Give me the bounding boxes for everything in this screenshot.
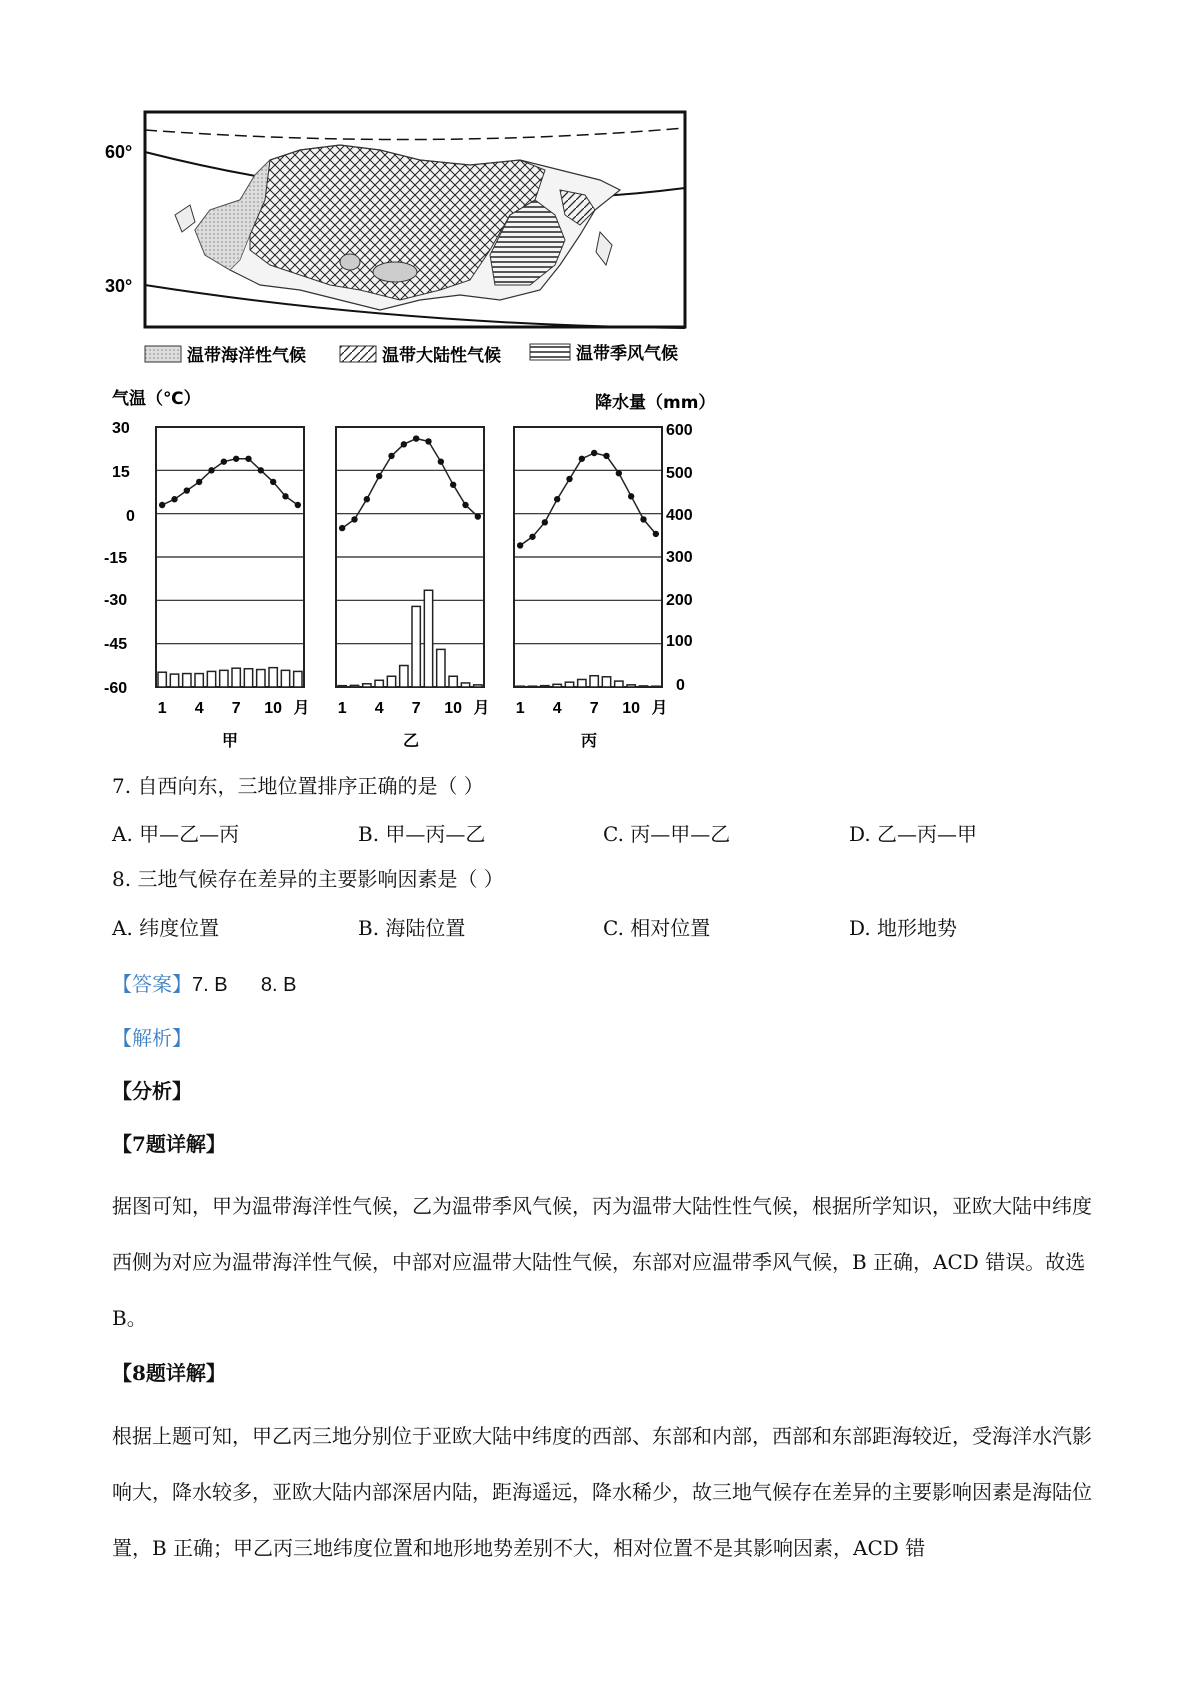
month-tick: 1 bbox=[157, 700, 167, 717]
precip-bar bbox=[652, 686, 660, 687]
temp-tick: 30 bbox=[112, 420, 130, 437]
precip-bar bbox=[207, 671, 215, 687]
temp-tick: -45 bbox=[104, 636, 128, 653]
month-tick: 10 bbox=[622, 700, 641, 717]
precip-bar bbox=[338, 686, 346, 687]
q8-stem: 8. 三地气候存在差异的主要影响因素是（ ） bbox=[112, 867, 504, 891]
d8-body: 根据上题可知，甲乙丙三地分别位于亚欧大陆中纬度的西部、东部和内部，西部和东部距海较近，受海洋水汽影响大，降水较多，亚欧大陆内部深居内陆，距海遥远，降水稀少，故三地气候存在差异的主要影响因素是海陆位置，B 正确；甲乙丙三地纬度位置和地形地势差别不大，相对位置不是其影响因素，ACD 错 bbox=[112, 1424, 1092, 1560]
q8-option-b: B. 海陆位置 bbox=[358, 916, 466, 940]
q7-option-c: C. 丙—甲—乙 bbox=[603, 822, 731, 846]
temp-point bbox=[339, 525, 345, 531]
temp-point bbox=[591, 450, 597, 456]
q7-stem: 7. 自西向东，三地位置排序正确的是（ ） bbox=[112, 774, 484, 798]
precip-tick: 600 bbox=[666, 422, 693, 439]
figure bbox=[0, 0, 1200, 760]
q7-option-a: A. 甲—乙—丙 bbox=[112, 822, 240, 846]
precip-bar bbox=[232, 668, 240, 687]
temp-point bbox=[462, 502, 468, 508]
precip-bar bbox=[158, 672, 166, 687]
precip-bar bbox=[257, 670, 265, 687]
month-tick: 10 bbox=[444, 700, 463, 717]
climate-panel bbox=[514, 427, 668, 750]
temp-point bbox=[171, 496, 177, 502]
temp-tick: 15 bbox=[112, 464, 130, 481]
temp-point bbox=[159, 502, 165, 508]
precip-bar bbox=[474, 685, 482, 687]
month-tick: 4 bbox=[374, 700, 384, 717]
precip-bar bbox=[639, 686, 647, 687]
precip-bar bbox=[461, 683, 469, 687]
month-tick: 7 bbox=[411, 700, 421, 717]
d7-body: 据图可知，甲为温带海洋性气候，乙为温带季风气候，丙为温带大陆性性气候，根据所学知识，亚欧大陆中纬度西侧为对应为温带海洋性气候，中部对应温带大陆性气候，东部对应温带季风气候，B 正确，ACD 错误。故选 B。 bbox=[112, 1194, 1092, 1330]
temp-point bbox=[245, 456, 251, 462]
precip-tick: 100 bbox=[666, 633, 693, 650]
temp-tick: -30 bbox=[104, 592, 128, 609]
temp-point bbox=[542, 519, 548, 525]
precip-bar bbox=[183, 674, 191, 687]
temp-point bbox=[351, 516, 357, 522]
temp-point bbox=[517, 542, 523, 548]
legend-monsoon-label: 温带季风气候 bbox=[576, 344, 678, 364]
precip-bar bbox=[412, 606, 420, 687]
precip-bar bbox=[387, 676, 395, 687]
precip-bar bbox=[294, 671, 302, 687]
temp-point bbox=[579, 456, 585, 462]
temp-point bbox=[270, 479, 276, 485]
temp-point bbox=[221, 458, 227, 464]
temp-point bbox=[233, 456, 239, 462]
analysis-label: 【解析】 bbox=[112, 1026, 192, 1050]
precip-bar bbox=[195, 674, 203, 687]
precip-bar bbox=[350, 685, 358, 687]
precip-bar bbox=[170, 674, 178, 687]
precip-bar bbox=[375, 680, 383, 687]
precip-tick: 200 bbox=[666, 592, 693, 609]
temp-point bbox=[282, 493, 288, 499]
temp-point bbox=[401, 441, 407, 447]
temp-point bbox=[450, 482, 456, 488]
month-tick: 4 bbox=[194, 700, 204, 717]
temp-point bbox=[258, 467, 264, 473]
temp-point bbox=[640, 516, 646, 522]
q7-option-b: B. 甲—丙—乙 bbox=[358, 822, 486, 846]
precip-bar bbox=[627, 685, 635, 687]
month-tick: 7 bbox=[589, 700, 599, 717]
temp-tick: -15 bbox=[104, 550, 128, 567]
fenxi-label: 【分析】 bbox=[112, 1079, 192, 1103]
q7-option-d: D. 乙—丙—甲 bbox=[849, 822, 978, 846]
temp-point bbox=[208, 467, 214, 473]
month-tick: 10 bbox=[264, 700, 283, 717]
precip-bar bbox=[615, 681, 623, 687]
precip-tick: 300 bbox=[666, 549, 693, 566]
answer-line bbox=[112, 968, 297, 997]
temp-point bbox=[653, 531, 659, 537]
answer-text: 7. B 8. B bbox=[192, 974, 297, 996]
month-tick: 7 bbox=[231, 700, 241, 717]
legend-monsoon-swatch bbox=[530, 344, 570, 360]
temp-point bbox=[628, 493, 634, 499]
temp-axis-title: 气温（℃） bbox=[112, 389, 201, 409]
legend-oceanic-label: 温带海洋性气候 bbox=[187, 346, 306, 366]
precip-ticks bbox=[666, 422, 693, 694]
temp-tick: 0 bbox=[126, 508, 135, 525]
month-tick: 月 bbox=[293, 700, 310, 717]
climate-panels bbox=[156, 427, 668, 750]
temp-point bbox=[475, 513, 481, 519]
month-tick: 1 bbox=[337, 700, 347, 717]
lat-60-label: 60° bbox=[105, 142, 133, 162]
precip-bar bbox=[424, 590, 432, 687]
panel-name: 丙 bbox=[580, 733, 598, 750]
temp-point bbox=[295, 502, 301, 508]
temp-point bbox=[184, 487, 190, 493]
precip-bar bbox=[578, 679, 586, 687]
q8-option-c: C. 相对位置 bbox=[603, 916, 711, 940]
q8-option-d: D. 地形地势 bbox=[849, 916, 958, 940]
precip-bar bbox=[602, 677, 610, 687]
legend-continental-swatch bbox=[340, 346, 376, 362]
precip-bar bbox=[269, 668, 277, 687]
precip-axis-title: 降水量（mm） bbox=[595, 393, 716, 413]
precip-bar bbox=[281, 670, 289, 687]
precip-bar bbox=[553, 684, 561, 687]
precip-bar bbox=[400, 666, 408, 687]
map-legend bbox=[145, 343, 678, 366]
precip-tick: 500 bbox=[666, 465, 693, 482]
temp-point bbox=[554, 496, 560, 502]
precip-bar bbox=[437, 649, 445, 687]
climate-panel bbox=[156, 427, 310, 750]
panel-name: 乙 bbox=[402, 733, 420, 750]
precip-bar bbox=[363, 684, 371, 687]
temp-point bbox=[425, 438, 431, 444]
precip-bar bbox=[220, 670, 228, 687]
d8-title: 【8题详解】 bbox=[112, 1361, 226, 1385]
temp-point bbox=[438, 458, 444, 464]
precip-bar bbox=[528, 686, 536, 687]
legend-continental-label: 温带大陆性气候 bbox=[382, 346, 501, 366]
climate-panel bbox=[336, 427, 490, 750]
answer-label: 【答案】 bbox=[112, 974, 192, 996]
month-tick: 4 bbox=[552, 700, 562, 717]
precip-bar bbox=[590, 676, 598, 687]
panel-name: 甲 bbox=[221, 733, 239, 750]
temp-point bbox=[196, 479, 202, 485]
month-tick: 月 bbox=[473, 700, 490, 717]
temp-ticks bbox=[104, 420, 135, 697]
temp-tick: -60 bbox=[104, 680, 128, 697]
precip-bar bbox=[516, 686, 524, 687]
precip-bar bbox=[449, 676, 457, 687]
temp-point bbox=[388, 453, 394, 459]
month-tick: 月 bbox=[651, 700, 668, 717]
d7-title: 【7题详解】 bbox=[112, 1132, 226, 1156]
map bbox=[145, 112, 685, 328]
temp-point bbox=[529, 534, 535, 540]
temp-point bbox=[566, 476, 572, 482]
month-tick: 1 bbox=[515, 700, 525, 717]
lat-30-label: 30° bbox=[105, 276, 133, 296]
precip-bar bbox=[565, 682, 573, 687]
precip-bar bbox=[244, 669, 252, 687]
precip-bar bbox=[541, 686, 549, 687]
temp-point bbox=[603, 453, 609, 459]
q8-option-a: A. 纬度位置 bbox=[112, 916, 220, 940]
temp-point bbox=[413, 435, 419, 441]
legend-oceanic-swatch bbox=[145, 346, 181, 362]
temp-point bbox=[376, 473, 382, 479]
temp-point bbox=[616, 470, 622, 476]
temp-point bbox=[364, 496, 370, 502]
precip-tick: 0 bbox=[676, 677, 685, 694]
precip-tick: 400 bbox=[666, 507, 693, 524]
